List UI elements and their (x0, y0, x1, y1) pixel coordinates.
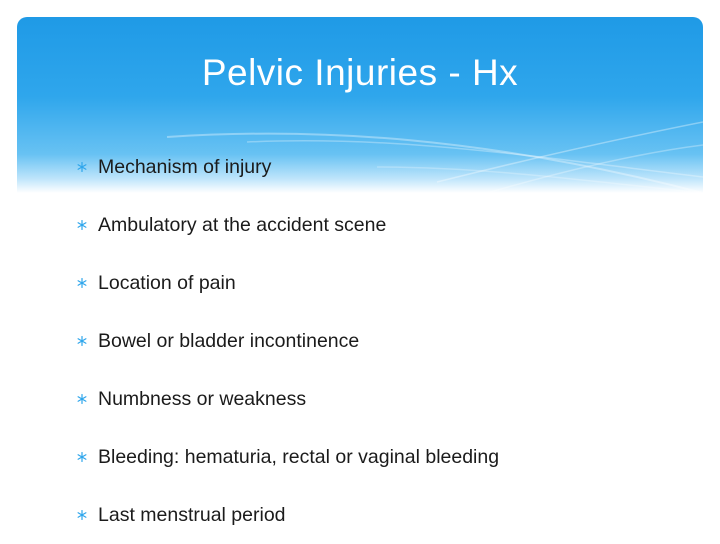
list-item (77, 428, 499, 486)
list-item (77, 486, 499, 544)
bullet-text: Location of pain (98, 271, 236, 294)
bullet-list (77, 138, 499, 544)
bullet-text: Mechanism of injury (98, 155, 272, 178)
list-item (77, 312, 499, 370)
list-item (77, 138, 499, 196)
bullet-text: Bowel or bladder incontinence (98, 329, 360, 352)
asterisk-icon (77, 220, 87, 230)
list-item (77, 254, 499, 312)
bullet-text: Last menstrual period (98, 503, 286, 526)
list-item (77, 196, 499, 254)
bullet-text: Numbness or weakness (98, 387, 307, 410)
bullet-text: Ambulatory at the accident scene (98, 213, 387, 236)
list-item (77, 370, 499, 428)
asterisk-icon (77, 278, 87, 288)
bullet-text: Bleeding: hematuria, rectal or vaginal bleeding (98, 445, 500, 468)
asterisk-icon (77, 394, 87, 404)
asterisk-icon (77, 452, 87, 462)
asterisk-icon (77, 510, 87, 520)
asterisk-icon (77, 336, 87, 346)
asterisk-icon (77, 162, 87, 172)
slide-title: Pelvic Injuries - Hx (201, 52, 519, 93)
